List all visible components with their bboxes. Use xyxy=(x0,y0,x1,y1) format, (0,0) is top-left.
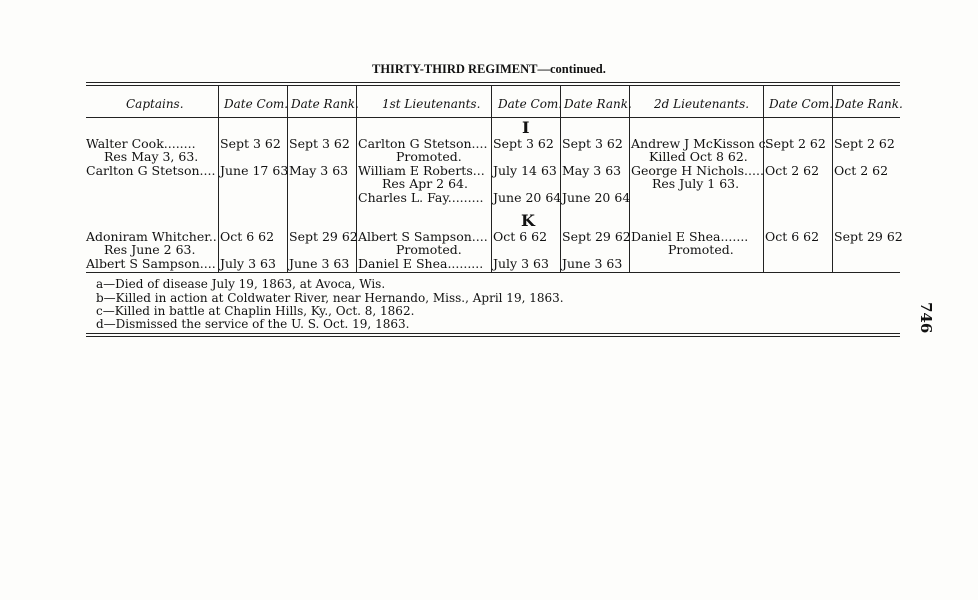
date-com: Sept 3 62 xyxy=(220,136,281,151)
col-divider xyxy=(763,86,764,272)
first-lieutenant-name: Daniel E Shea......... xyxy=(358,256,484,271)
date-rank: Sept 29 62 xyxy=(289,229,358,244)
footnote: b—Killed in action at Coldwater River, near Hernando, Miss., April 19, 1863. xyxy=(96,291,564,305)
date-rank: June 3 63 xyxy=(562,256,623,271)
header-date-rank: Date Rank. xyxy=(835,97,903,111)
first-lieutenant-note: Res Apr 2 64. xyxy=(382,176,468,191)
bottom-rule xyxy=(86,333,900,334)
first-lieutenant-note: Promoted. xyxy=(396,149,462,164)
captain-note: Res May 3, 63. xyxy=(104,149,199,164)
second-lieutenant-note: Res July 1 63. xyxy=(652,176,740,191)
captain-name: Carlton G Stetson.... xyxy=(86,163,216,178)
date-rank: Sept 2 62 xyxy=(834,136,895,151)
footnote: d—Dismissed the service of the U. S. Oct. 19, 1863. xyxy=(96,317,410,331)
captain-name: Walter Cook........ xyxy=(86,136,196,151)
bottom-rule-2 xyxy=(86,336,900,337)
date-rank: June 20 64 xyxy=(562,190,631,205)
col-divider xyxy=(356,86,357,272)
captain-name: Albert S Sampson.... xyxy=(86,256,216,271)
company-letter: K xyxy=(521,211,535,230)
date-com: Oct 2 62 xyxy=(765,163,820,178)
page-title: THIRTY-THIRD REGIMENT—continued. xyxy=(372,62,606,76)
page-number: 746 xyxy=(917,302,935,334)
date-rank: Sept 3 62 xyxy=(289,136,350,151)
date-rank: Sept 3 62 xyxy=(562,136,623,151)
date-rank: June 3 63 xyxy=(289,256,350,271)
date-com: Sept 3 62 xyxy=(493,136,554,151)
second-lieutenant-note: Killed Oct 8 62. xyxy=(649,149,748,164)
second-lieutenant-name: Andrew J McKisson c. xyxy=(631,136,770,151)
second-lieutenant-note: Promoted. xyxy=(668,242,734,257)
header-1st-lieutenants: 1st Lieutenants. xyxy=(382,97,481,111)
date-com: June 17 63 xyxy=(220,163,289,178)
first-lieutenant-name: Charles L. Fay......... xyxy=(358,190,484,205)
footnote: c—Killed in battle at Chaplin Hills, Ky., Oct. 8, 1862. xyxy=(96,304,415,318)
captain-name: Adoniram Whitcher.. xyxy=(86,229,217,244)
second-lieutenant-name: Daniel E Shea....... xyxy=(631,229,749,244)
footnote: a—Died of disease July 19, 1863, at Avoca, Wis. xyxy=(96,277,386,291)
date-com: Oct 6 62 xyxy=(220,229,275,244)
date-com: Sept 2 62 xyxy=(765,136,826,151)
col-divider xyxy=(287,86,288,272)
header-date-com: Date Com. xyxy=(224,97,289,111)
col-divider xyxy=(491,86,492,272)
header-date-com: Date Com. xyxy=(498,97,563,111)
date-com: July 3 63 xyxy=(220,256,276,271)
top-rule-2 xyxy=(86,85,900,86)
header-date-rank: Date Rank. xyxy=(291,97,359,111)
header-rule xyxy=(86,117,900,118)
date-rank: May 3 63 xyxy=(562,163,622,178)
first-lieutenant-name: Albert S Sampson.... xyxy=(358,229,488,244)
date-com: Oct 6 62 xyxy=(493,229,548,244)
top-rule xyxy=(86,82,900,83)
header-captains: Captains. xyxy=(126,97,184,111)
first-lieutenant-name: William E Roberts... xyxy=(358,163,485,178)
date-rank: Sept 29 62 xyxy=(562,229,631,244)
company-letter: I xyxy=(522,118,530,137)
date-rank: Sept 29 62 xyxy=(834,229,903,244)
header-2d-lieutenants: 2d Lieutenants. xyxy=(654,97,750,111)
table-bottom-rule xyxy=(86,272,900,273)
date-rank: May 3 63 xyxy=(289,163,349,178)
date-com: Oct 6 62 xyxy=(765,229,820,244)
date-com: July 14 63 xyxy=(493,163,557,178)
date-com: June 20 64 xyxy=(493,190,562,205)
col-divider xyxy=(560,86,561,272)
col-divider xyxy=(218,86,219,272)
captain-note: Res June 2 63. xyxy=(104,242,196,257)
second-lieutenant-name: George H Nichols..... xyxy=(631,163,764,178)
col-divider xyxy=(832,86,833,272)
date-rank: Oct 2 62 xyxy=(834,163,889,178)
col-divider xyxy=(629,86,630,272)
first-lieutenant-note: Promoted. xyxy=(396,242,462,257)
date-com: July 3 63 xyxy=(493,256,549,271)
header-date-rank: Date Rank. xyxy=(564,97,632,111)
first-lieutenant-name: Carlton G Stetson.... xyxy=(358,136,488,151)
header-date-com: Date Com. xyxy=(769,97,834,111)
